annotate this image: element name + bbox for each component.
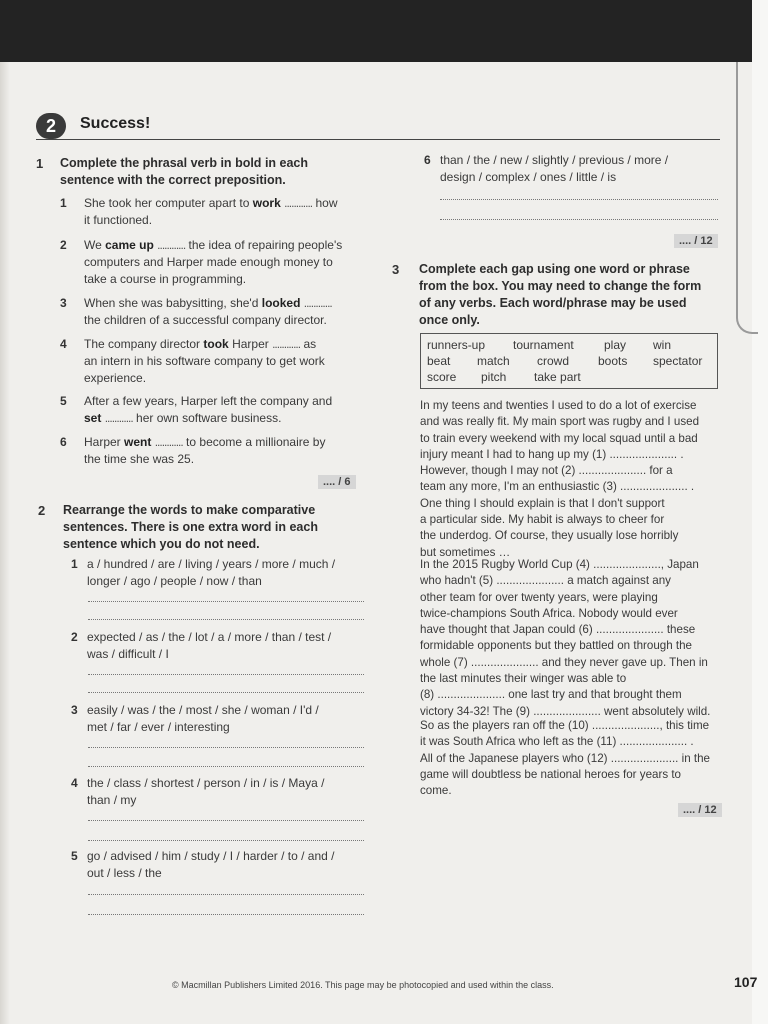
answer-line[interactable] bbox=[88, 692, 364, 693]
unit-title: Success! bbox=[80, 115, 151, 132]
passage-paragraph-3: So as the players ran off the (10) ....................., this time it was South Africa who left as the (11) ..................... . All of the Japanese players who (12) ..................... in the game will doubtless be national heroes for years to come. bbox=[420, 719, 710, 798]
page-left-shadow bbox=[0, 62, 10, 1024]
gap-blank[interactable]: ............ bbox=[303, 296, 332, 310]
page-curl bbox=[736, 62, 758, 334]
word-box bbox=[420, 333, 718, 389]
word-box-item: spectator bbox=[653, 354, 703, 368]
exercise-2-item-4: 4 the / class / shortest / person / in / is / Maya / than / my bbox=[71, 776, 325, 807]
scan-top-bar bbox=[0, 0, 752, 62]
answer-line[interactable] bbox=[88, 601, 364, 602]
exercise-2-item-3: 3 easily / was / the / most / she / woman / I'd / met / far / ever / interesting bbox=[71, 703, 319, 734]
exercise-1-score: .... / 6 bbox=[318, 475, 356, 489]
exercise-1-item-3: 3 When she was babysitting, she'd looked ............ the children of a successful company director. bbox=[60, 296, 332, 327]
answer-line[interactable] bbox=[88, 914, 364, 915]
answer-line[interactable] bbox=[88, 766, 364, 767]
exercise-2-number: 2 bbox=[38, 503, 46, 518]
answer-line[interactable] bbox=[440, 199, 718, 200]
word-box-item: boots bbox=[598, 354, 628, 368]
gap-blank[interactable]: ............ bbox=[272, 337, 301, 351]
unit-header bbox=[36, 113, 720, 140]
exercise-2-item-6: 6 than / the / new / slightly / previous / more / design / complex / ones / little / is bbox=[424, 153, 669, 184]
exercise-1-item-1: 1 She took her computer apart to work ............ how it functioned. bbox=[60, 196, 338, 227]
gap-blank[interactable]: ............ bbox=[284, 196, 313, 210]
exercise-2-instruction: Rearrange the words to make comparative sentences. There is one extra word in each sentence which you do not need. bbox=[63, 503, 318, 551]
exercise-2-item-1: 1 a / hundred / are / living / years / more / much / longer / ago / people / now / than bbox=[71, 557, 336, 588]
word-box-item: beat bbox=[427, 354, 451, 368]
answer-line[interactable] bbox=[88, 674, 364, 675]
exercise-1-item-6: 6 Harper went ............ to become a millionaire by the time she was 25. bbox=[60, 435, 326, 466]
exercise-1-instruction: Complete the phrasal verb in bold in each sentence with the correct preposition. bbox=[60, 156, 309, 187]
passage-paragraph-1: In my teens and twenties I used to do a lot of exercise and was really fit. My main sport was rugby and I used to train every weekend with my local squad until a bad injury meant I had to hang up my (1) ..................... . However, though I may not (2) ..................... for a team any more, I'm an enthusiastic (3) ..................... . One thing I should explain is that I don't support a particular side. My habit is always to cheer for the underdog. Of course, they usually lose horribly but sometimes … bbox=[420, 399, 700, 559]
word-box-item: take part bbox=[534, 370, 581, 384]
gap-blank[interactable]: ............ bbox=[154, 435, 183, 449]
word-box-item: pitch bbox=[481, 370, 507, 384]
answer-line[interactable] bbox=[440, 219, 718, 220]
exercise-1-item-2: 2 We came up ............ the idea of repairing people's computers and Harper made enough money to take a course in programming. bbox=[60, 238, 343, 286]
unit-number-badge: 2 bbox=[36, 113, 66, 139]
exercise-2-item-2: 2 expected / as / the / lot / a / more / than / test / was / difficult / I bbox=[71, 630, 332, 661]
word-box-item: crowd bbox=[537, 354, 570, 368]
word-box-item: win bbox=[653, 338, 672, 352]
answer-line[interactable] bbox=[88, 840, 364, 841]
exercise-1-item-4: 4 The company director took Harper ............ as an intern in his software company to get work experience. bbox=[60, 337, 325, 385]
exercise-1-number: 1 bbox=[36, 156, 44, 171]
word-box-item: runners-up bbox=[427, 338, 486, 352]
answer-line[interactable] bbox=[88, 747, 364, 748]
gap-blank[interactable]: ............ bbox=[104, 411, 133, 425]
exercise-3-score: .... / 12 bbox=[678, 803, 722, 817]
exercise-2-score: .... / 12 bbox=[674, 234, 718, 248]
word-box-item: score bbox=[427, 370, 457, 384]
passage-paragraph-2: In the 2015 Rugby World Cup (4) ....................., Japan who hadn't (5) ..................... a match against any other team for over twenty years, were playing twice-champions South Africa. Nobody would ever have thought that Japan could (6) ..................... these formidable opponents but they battled on through the whole (7) ..................... and they never gave up. Then in the last minutes their winger was able to (8) ..................... one last try and that brought them victory 34-32! The (9) ..................... went absolutely wild. bbox=[420, 558, 711, 718]
answer-line[interactable] bbox=[88, 619, 364, 620]
word-box-item: match bbox=[477, 354, 510, 368]
exercise-3-instruction: Complete each gap using one word or phrase from the box. You may need to change the form of any verbs. Each word/phrase may be used once only. bbox=[419, 262, 702, 327]
exercise-3-number: 3 bbox=[392, 262, 400, 277]
page-number: 107 bbox=[734, 974, 758, 990]
answer-line[interactable] bbox=[88, 820, 364, 821]
gap-blank[interactable]: ............ bbox=[157, 238, 186, 252]
word-box-item: tournament bbox=[513, 338, 574, 352]
word-box-item: play bbox=[604, 338, 627, 352]
copyright-footer: © Macmillan Publishers Limited 2016. This page may be photocopied and used within the class. bbox=[172, 980, 554, 990]
exercise-1-item-5: 5 After a few years, Harper left the company and set ............ her own software business. bbox=[60, 394, 333, 425]
answer-line[interactable] bbox=[88, 894, 364, 895]
exercise-2-item-5: 5 go / advised / him / study / I / harder / to / and / out / less / the bbox=[71, 849, 335, 880]
